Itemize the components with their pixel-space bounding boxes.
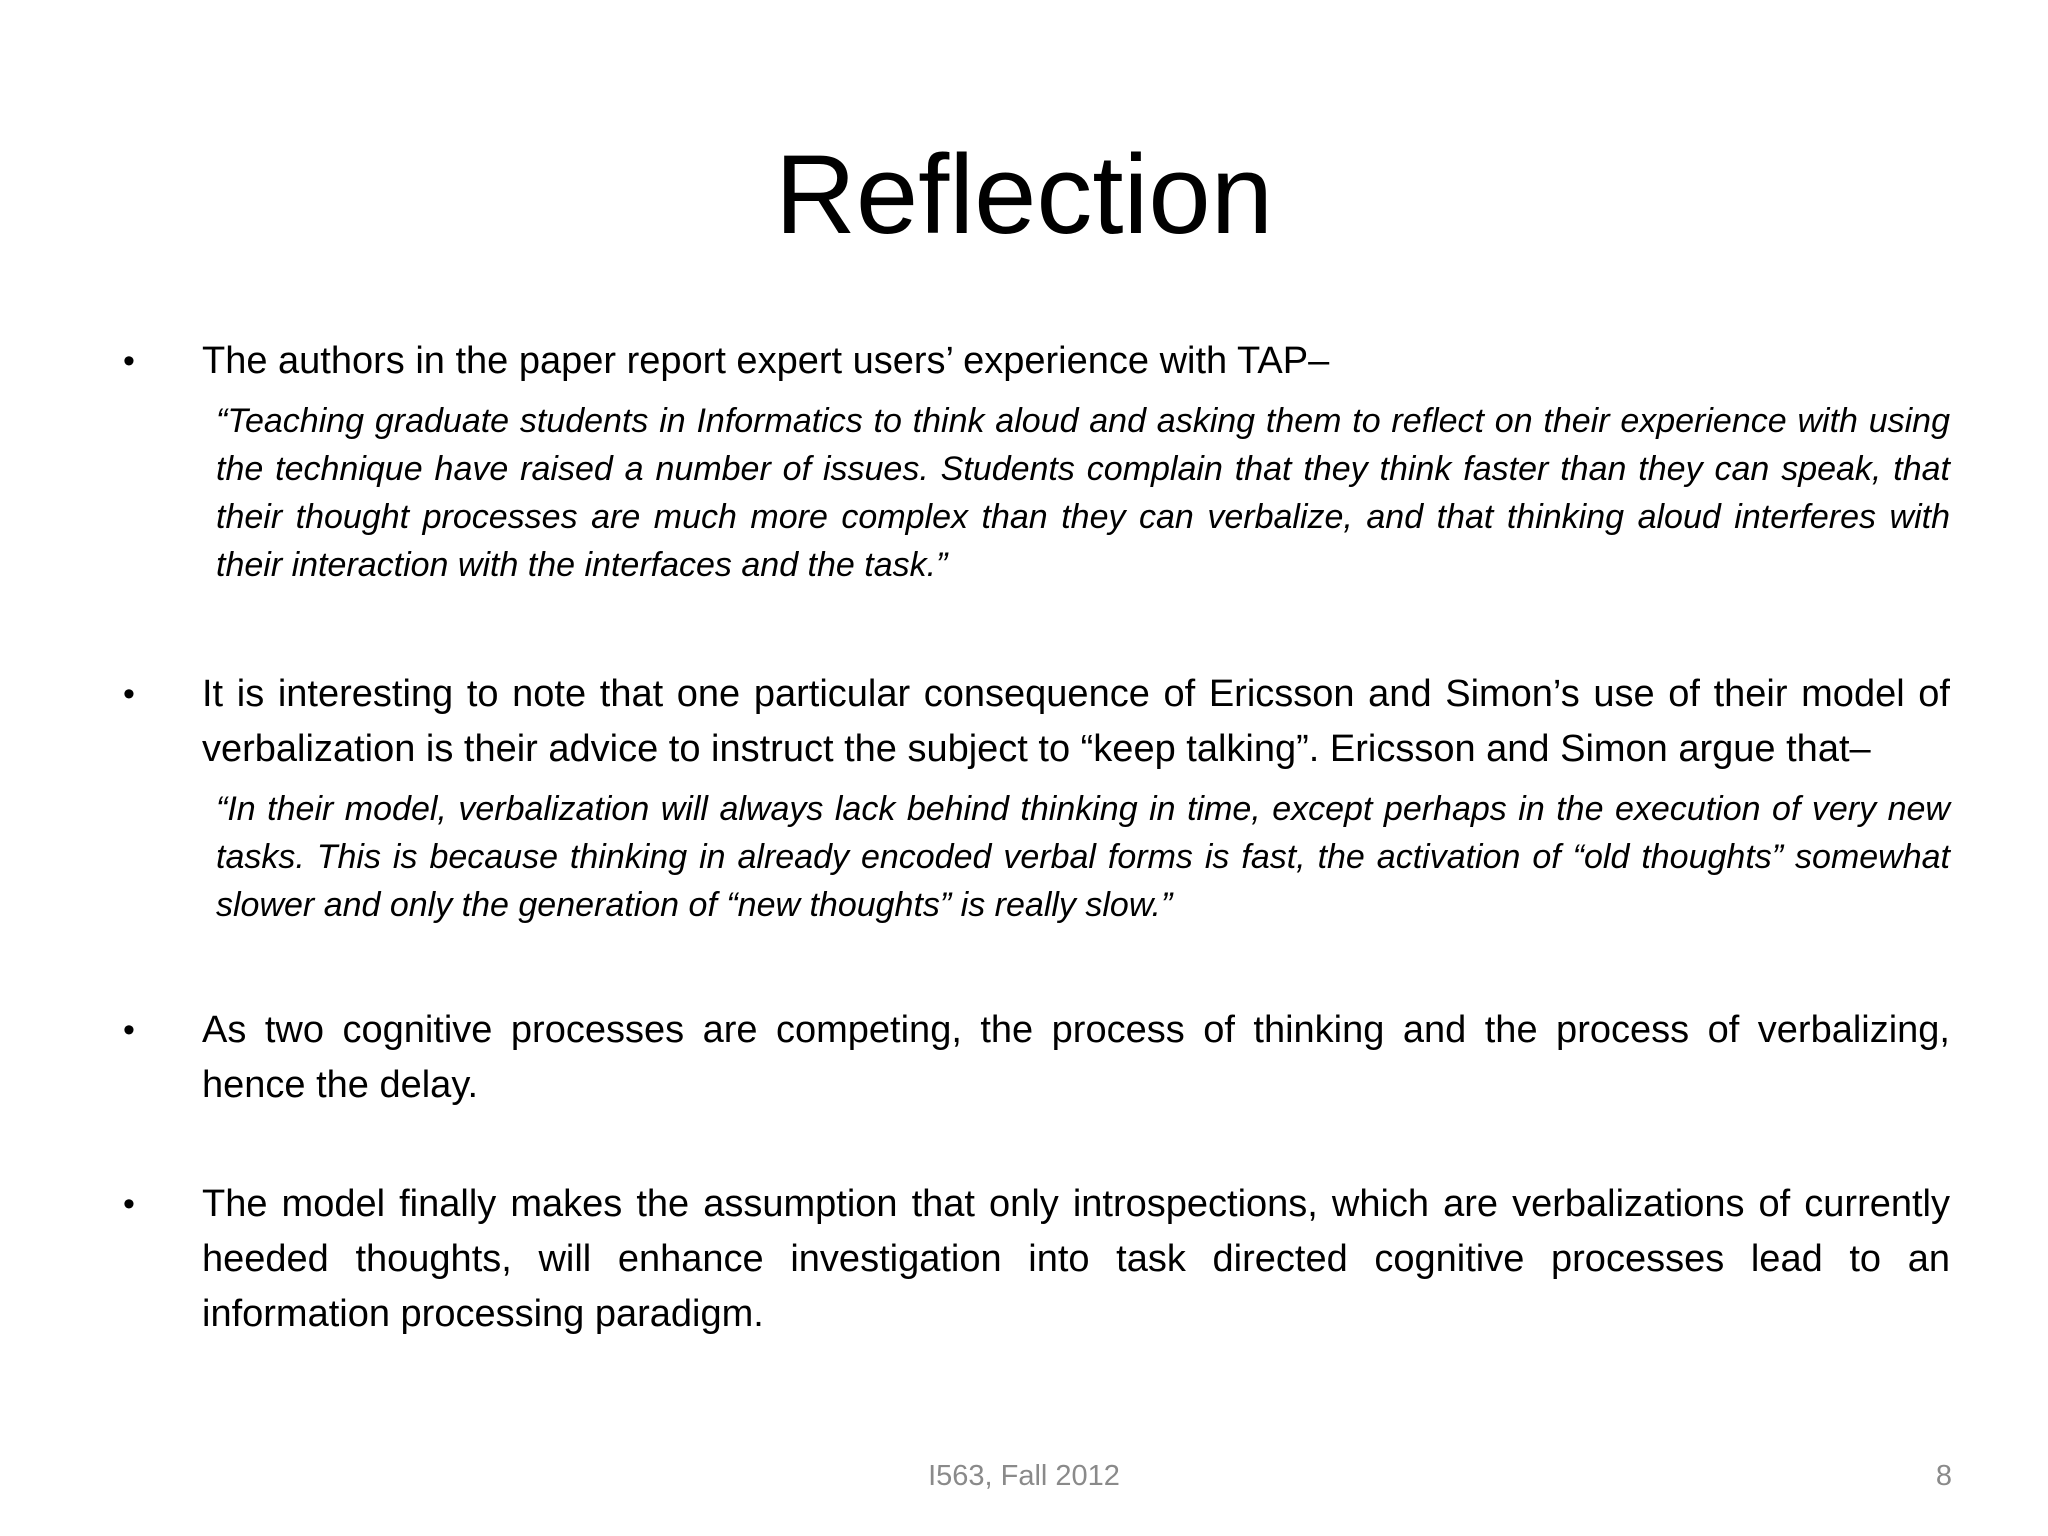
slide-number: 8 [1935,1460,1952,1492]
bullet-text: It is interesting to note that one particular consequence of Ericsson and Simon’s use of their model of verbalization is their advice to instruct the subject to “keep talking”. Ericsson and Simon argue that– [202,673,1950,770]
slide-content [118,334,1950,1342]
bullet-item [118,1003,1950,1113]
bullet-dot: • [123,675,135,713]
bullet-text: The model finally makes the assumption that only introspections, which are verbalizations of currently heeded thoughts, will enhance investigation into task directed cognitive processes lead to an information processing paradigm. [202,1183,1950,1335]
bullet-item [118,1177,1950,1342]
bullet-dot: • [123,1185,135,1223]
bullet-item [118,334,1950,389]
bullet-dot: • [123,1011,135,1049]
quote-block: “In their model, verbalization will always lack behind thinking in time, except perhaps in the execution of very new tasks. This is because thinking in already encoded verbal forms is fast, the activation of “old thoughts” somewhat slower and only the generation of “new thoughts” is really slow.” [216,790,1950,924]
bullet-dot: • [123,342,135,380]
bullet-text: The authors in the paper report expert users’ experience with TAP– [202,340,1330,382]
bullet-text: As two cognitive processes are competing, the process of thinking and the process of verbalizing, hence the delay. [202,1009,1950,1106]
slide-title: Reflection [774,132,1274,257]
quote-block: “Teaching graduate students in Informatics to think aloud and asking them to reflect on their experience with using the technique have raised a number of issues. Students complain that they think faster than they can speak, that their thought processes are much more complex than they can verbalize, and that thinking aloud interferes with their interaction with the interfaces and the task.” [216,402,1950,584]
footer-course: I563, Fall 2012 [928,1460,1120,1492]
bullet-item [118,667,1950,777]
